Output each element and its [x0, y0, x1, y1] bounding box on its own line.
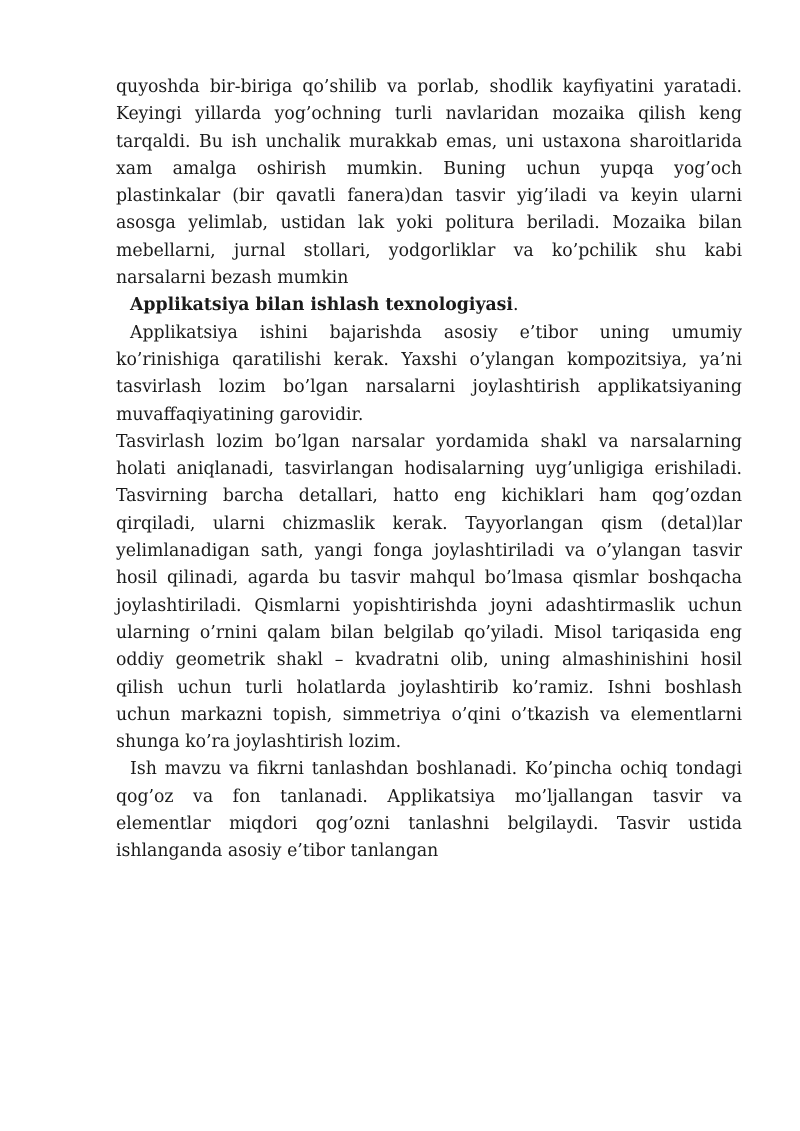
heading-period: . — [512, 295, 519, 316]
paragraph-mosaic: quyoshda bir-biriga qo’shilib va porlab, shodlik kayfiyatini yaratadi. Keyingi yillarda yog’ochning turli navlaridan mozaika qilish keng tarqaldi. Bu ish unchalik murakkab emas, uni ustaxona sharoitlarida xam amalga oshirish mumkin. Buning uchun yupqa yog’och plastinkalar (bir qavatli fanera)dan tasvir yig’iladi va keyin ularni asosga yelimlab, ustidan lak yoki politura beriladi. Mozaika bilan mebellarni, jurnal stollari, yodgorliklar va ko’pchilik shu kabi narsalarni bezash mumkin — [116, 77, 742, 289]
document-page — [116, 74, 742, 866]
heading-text: Applikatsiya bilan ishlash texnologiyasi — [130, 295, 513, 316]
paragraph-theme: Ish mavzu va fikrni tanlashdan boshlanadi. Ko’pincha ochiq tondagi qog’oz va fon tanlanadi. Applikatsiya mo’ljallangan tasvir va elementlar miqdori qog’ozni tanlashni belgilaydi. Tasvir ustida ishlanganda asosiy e’tibor tanlangan — [116, 759, 742, 862]
section-heading — [116, 292, 742, 319]
paragraph-details: Tasvirlash lozim bo’lgan narsalar yordamida shakl va narsalarning holati aniqlanadi, tasvirlangan hodisalarning uyg’unligiga erishiladi. Tasvirning barcha detallari, hatto eng kichiklari ham qog’ozdan qirqiladi, ularni chizmaslik kerak. Tayyorlangan qism (detal)lar yelimlanadigan sath, yangi fonga joylashtiriladi va o’ylangan tasvir hosil qilinadi, agarda bu tasvir mahqul bo’lmasa qismlar boshqacha joylashtiriladi. Qismlarni yopishtirishda joyni adashtirmaslik uchun ularning o’rnini qalam bilan belgilab qo’yiladi. Misol tariqasida eng oddiy geometrik shakl – kvadratni olib, uning almashinishini hosil qilish uchun turli holatlarda joylashtirib ko’ramiz. Ishni boshlash uchun markazni topish, simmetriya o’qini o’tkazish va elementlarni shunga ko’ra joylashtirish lozim. — [116, 431, 742, 753]
paragraph-composition: Applikatsiya ishini bajarishda asosiy e’tibor uning umumiy ko’rinishiga qaratilishi kerak. Yaxshi o’ylangan kompozitsiya, ya’ni tasvirlash lozim bo’lgan narsalarni joylashtirish applikatsiyaning muvaffaqiyatining garovidir. — [116, 322, 742, 425]
